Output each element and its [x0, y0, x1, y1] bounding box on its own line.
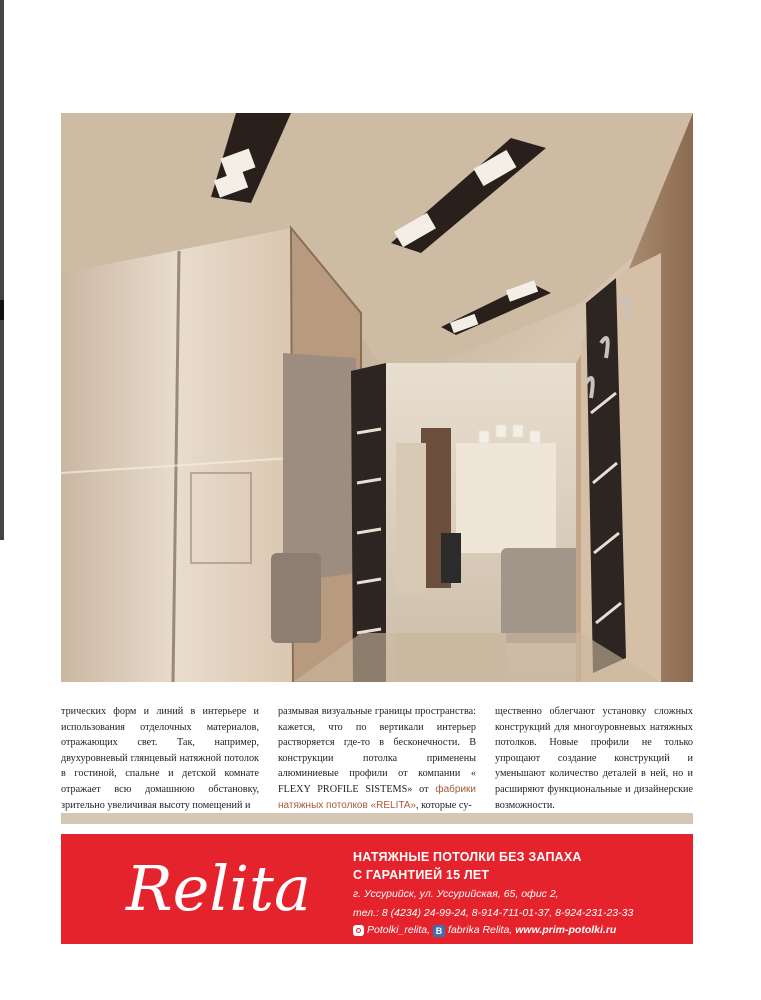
instagram-handle[interactable]: Potolki_relita,	[367, 924, 431, 936]
relita-ad-banner	[61, 834, 693, 944]
article-column-3: щественно облегчают установку сложных конструкций для многоуровневых натяжных потолков. Новые профили не только упрощают создание конструкций и уменьшают количество деталей в ней, но и расширяют функциональные и дизайнерские возможности.	[495, 706, 693, 811]
relita-logo-text: Relita	[126, 852, 311, 925]
section-divider	[61, 813, 693, 824]
vk-handle[interactable]: fabrika Relita,	[448, 924, 513, 936]
relita-logo	[121, 848, 341, 932]
relita-factory-mention: фабрики натяжных потолков «RELITA»	[278, 783, 476, 811]
banner-headline-2: С ГАРАНТИЕЙ 15 ЛЕТ	[353, 868, 490, 882]
article-column-2-text-b: , которые су-	[415, 799, 472, 811]
page-edge-strip	[0, 0, 4, 540]
article-column-2	[278, 704, 476, 811]
banner-address: г. Уссурийск, ул. Уссурийская, 65, офис 2,	[353, 888, 559, 900]
article-column-1: трических форм и линий в интерьере и использования отделочных материалов, отражающих свет. Так, например, двухуровневый глянцевый натяжной потолок в гостиной, спальне и детской комнате отражает всю домашнюю обстановку, зрительно увеличивая высоту помещений и	[61, 706, 259, 811]
article-columns	[61, 704, 693, 811]
banner-info	[353, 848, 689, 939]
interior-photo	[61, 113, 693, 682]
website-link[interactable]: www.prim-potolki.ru	[515, 924, 617, 936]
article-column-2-text-a: размывая визуальные границы пространства: кажется, что по вертикали интерьер растворяется где-то в бесконечности. В конструкции потолка применены алюминиевые профили от компании « FLEXY PROFILE SISTEMS» от	[278, 706, 476, 795]
banner-phones: тел.: 8 (4234) 24-99-24, 8-914-711-01-37, 8-924-231-23-33	[353, 907, 634, 919]
instagram-icon	[353, 925, 364, 936]
vk-icon: B	[433, 925, 445, 937]
banner-headline-1: НАТЯЖНЫЕ ПОТОЛКИ БЕЗ ЗАПАХА	[353, 850, 582, 864]
page-edge-mark	[0, 300, 4, 320]
banner-contacts	[353, 922, 689, 939]
